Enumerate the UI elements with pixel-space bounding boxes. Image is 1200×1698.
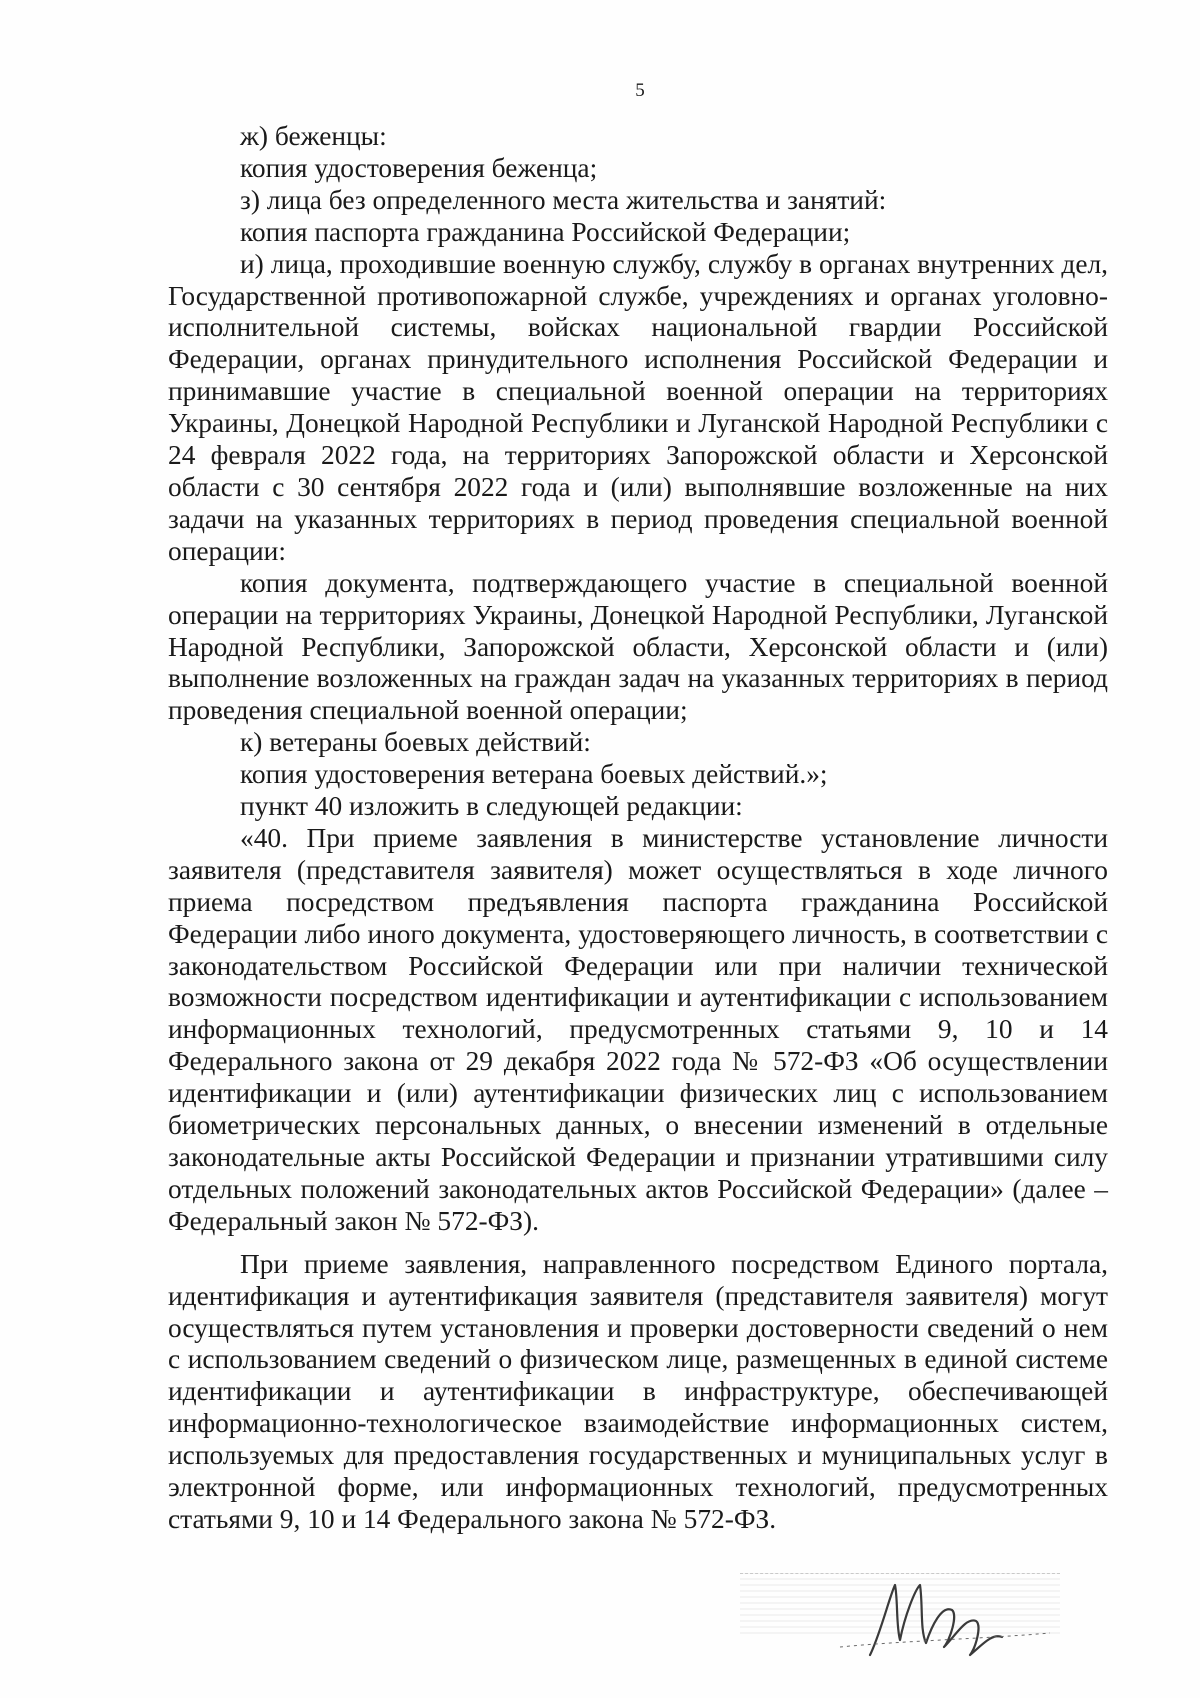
paragraph-military-heading: и) лица, проходившие военную службу, службу в органах внутренних дел, Государственной противопожарной службе, учреждениях и органах уголовно-исполнительной системы, войсках национальной гвардии Российской Федерации, органах принудительного исполнения Российской Федерации и принимавшие участие в специальной военной операции на территориях Украины, Донецкой Народной Республики и Луганской Народной Республики с 24 февраля 2022 года, на территориях Запорожской области и Херсонской области с 30 сентября 2022 года и (или) выполнявшие возложенные на них задачи на указанных территориях в период проведения специальной военной операции: [168,248,1108,566]
paragraph-amendment-intro: пункт 40 изложить в следующей редакции: [240,791,743,822]
signature-icon [720,1555,1080,1675]
paragraph-veterans-document: копия удостоверения ветерана боевых действий.»; [240,759,828,790]
paragraph-portal-identification: При приеме заявления, направленного посредством Единого портала, идентификация и аутентификация заявителя (представителя заявителя) могут осуществляться путем установления и проверки достоверности сведений о нем с использованием сведений о физическом лице, размещенных в единой системе идентификации и аутентификации в инфраструктуре, обеспечивающей информационно-технологическое взаимодействие информационных систем, используемых для предоставления государственных и муниципальных услуг в электронной форме, или информационных технологий, предусмотренных статьями 9, 10 и 14 Федерального закона № 572-ФЗ. [168,1248,1108,1534]
paragraph-homeless-document: копия паспорта гражданина Российской Федерации; [240,216,851,247]
page-number: 5 [635,80,645,101]
document-body [168,121,1108,1536]
paragraph-refugees-document: копия удостоверения беженца; [240,152,598,183]
paragraph-refugees-heading: ж) беженцы: [240,121,387,151]
paragraph-clause-40: «40. При приеме заявления в министерстве установление личности заявителя (представителя заявителя) может осуществляться в ходе личного приема посредством предъявления паспорта гражданина Российской Федерации либо иного документа, удостоверяющего личность, в соответствии с законодательством Российской Федерации или при наличии технической возможности посредством идентификации и аутентификации с использованием информационных технологий, предусмотренных статьями 9, 10 и 14 Федерального закона от 29 декабря 2022 года № 572-ФЗ «Об осуществлении идентификации и (или) аутентификации физических лиц с использованием биометрических персональных данных, о внесении изменений в отдельные законодательные акты Российской Федерации и признании утратившими силу отдельных положений законодательных актов Российской Федерации» (далее – Федеральный закон № 572-ФЗ). [168,822,1108,1236]
paragraph-military-document: копия документа, подтверждающего участие в специальной военной операции на территориях Украины, Донецкой Народной Республики, Луганской Народной Республики, Запорожской области, Херсонской области и (или) выполнение возложенных на граждан задач на указанных территориях в период проведения специальной военной операции; [168,567,1108,726]
paragraph-veterans-heading: к) ветераны боевых действий: [240,727,591,758]
paragraph-homeless-heading: з) лица без определенного места жительства и занятий: [240,184,887,215]
signature-stamp [720,1555,1080,1675]
